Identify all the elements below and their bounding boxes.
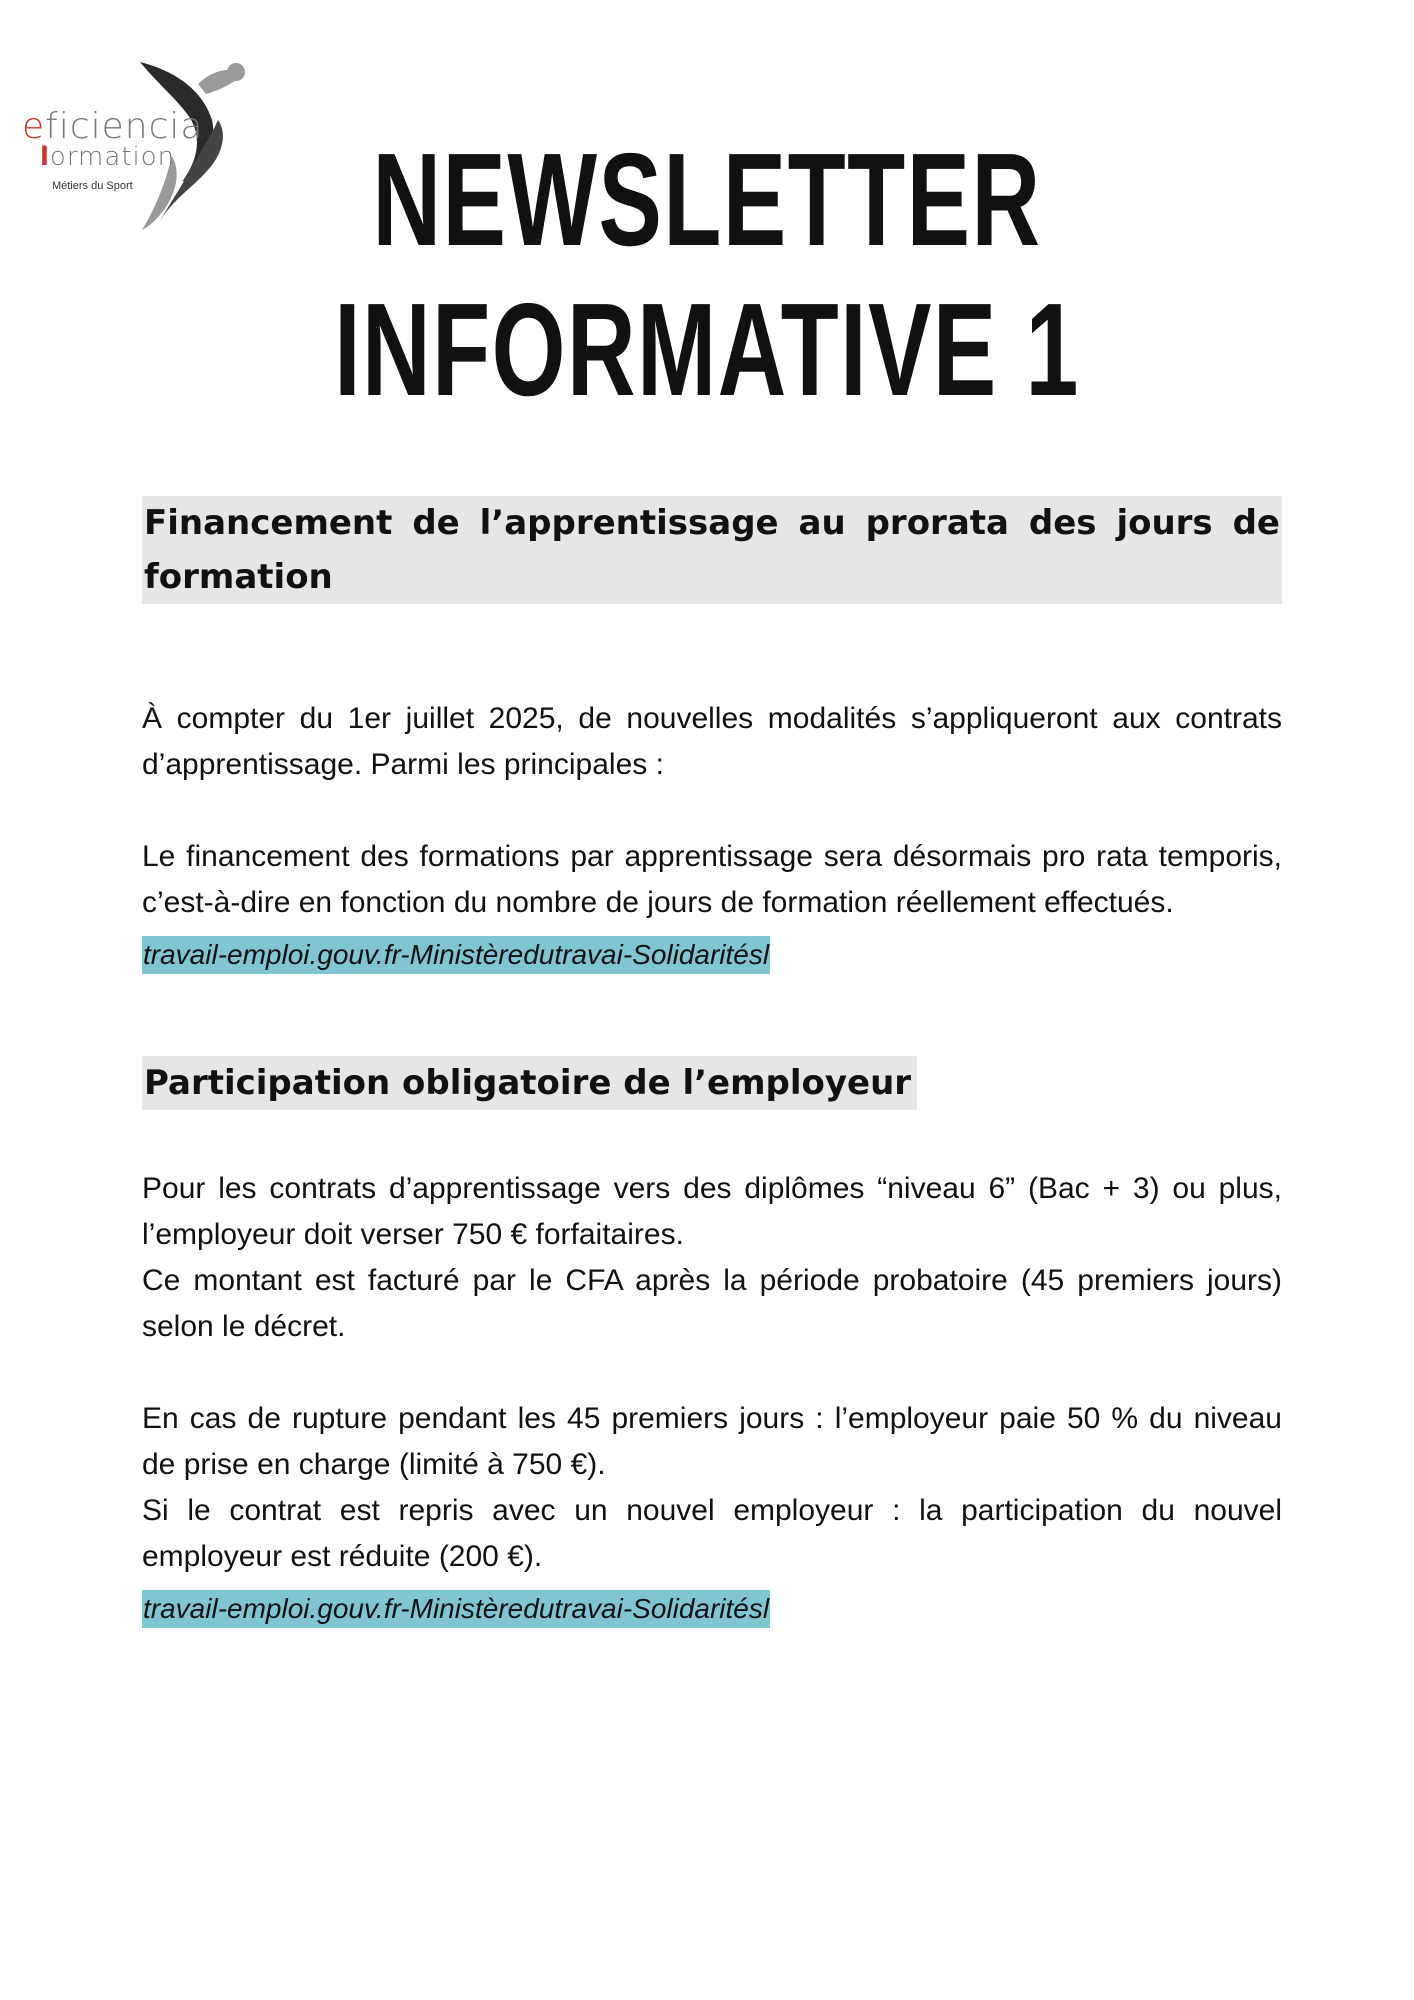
title-line-1: NEWSLETTER [372, 126, 1042, 273]
logo-wordmark-top: eficiencia [22, 106, 204, 147]
logo-tagline: Métiers du Sport [52, 180, 133, 192]
section2-paragraph-2a: En cas de rupture pendant les 45 premiers jours : l’employeur paie 50 % du niveau de prise en charge (limité à 750 €). [142, 1402, 1282, 1481]
section1-heading: Financement de l’apprentissage au prorata des jours de formation [142, 496, 1282, 604]
section2-paragraph-2b: Si le contrat est repris avec un nouvel employeur : la participation du nouvel employeur est réduite (200 €). [142, 1494, 1282, 1573]
section1-source-link[interactable]: travail-emploi.gouv.fr-Ministèredutravai-Solidaritésl [142, 936, 770, 974]
section1-paragraph-2: Le financement des formations par apprentissage sera désormais pro rata temporis, c’est-à-dire en fonction du nombre de jours de formation réellement effectués. [142, 840, 1282, 919]
newsletter-title [198, 125, 1216, 425]
section2-paragraph-1b: Ce montant est facturé par le CFA après la période probatoire (45 premiers jours) selon le décret. [142, 1264, 1282, 1343]
section2-source-link[interactable]: travail-emploi.gouv.fr-Ministèredutravai-Solidaritésl [142, 1590, 770, 1628]
newsletter-body [142, 496, 1282, 1628]
section2-heading: Participation obligatoire de l’employeur [142, 1056, 917, 1110]
section2-paragraph-1a: Pour les contrats d’apprentissage vers des diplômes “niveau 6” (Bac + 3) ou plus, l’employeur doit verser 750 € forfaitaires. [142, 1172, 1282, 1251]
title-line-2: INFORMATIVE 1 [334, 276, 1080, 423]
logo-wordmark-bottom: lormation [40, 142, 176, 172]
section1-paragraph-1: À compter du 1er juillet 2025, de nouvelles modalités s’appliqueront aux contrats d’apprentissage. Parmi les principales : [142, 702, 1282, 781]
